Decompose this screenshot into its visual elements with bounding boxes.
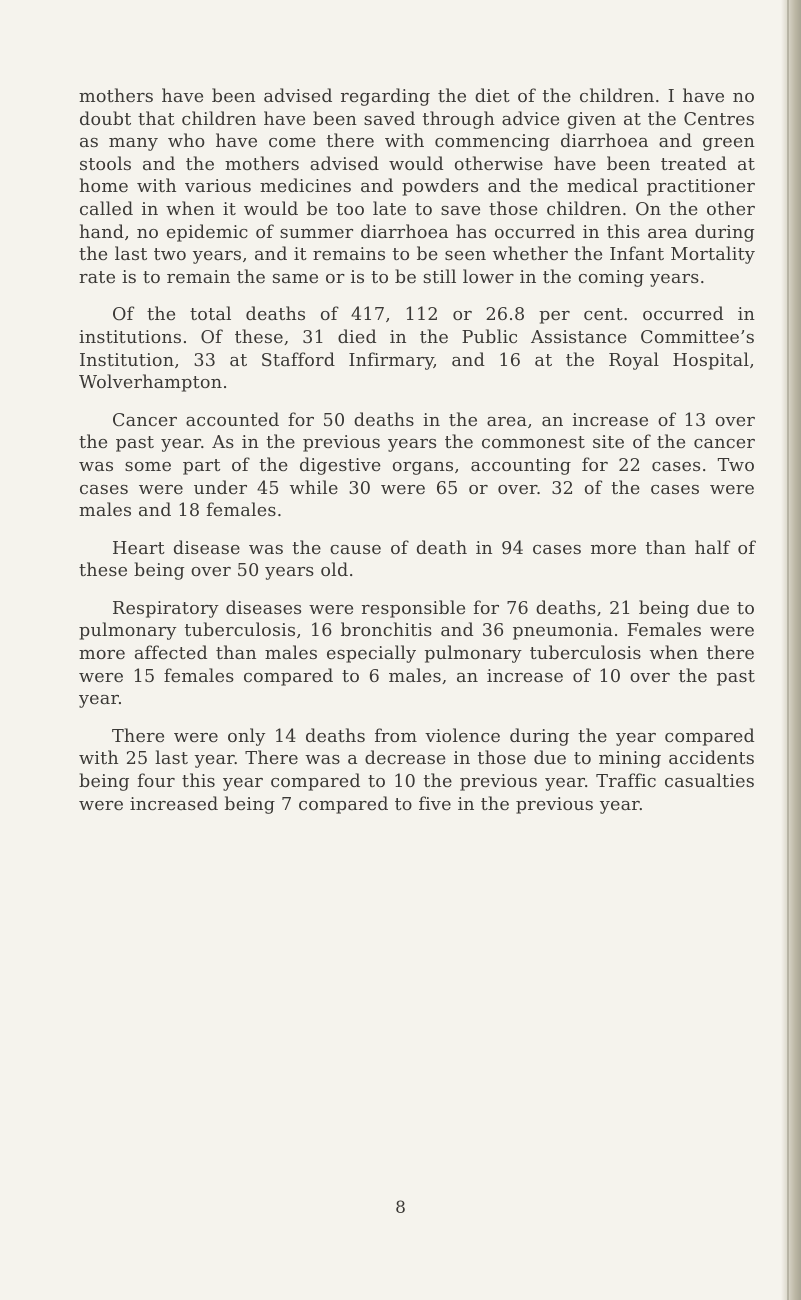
paragraph-violence: There were only 14 deaths from violence during the year compared with 25 last year. There was a decrease in those due to mining accidents being four this year compared to 10 the previous year. Traffic casualties were increased being 7 compared to five in the previous year. xyxy=(79,726,755,815)
paragraph-respiratory: Respiratory diseases were responsible for 76 deaths, 21 being due to pulmonary tuberculosis, 16 bronchitis and 36 pneumonia. Females were more affected than males especially pulmonary tuberculosis when there were 15 females compared to 6 males, an increase of 10 over the past year. xyxy=(79,598,755,710)
paragraph-cancer: Cancer accounted for 50 deaths in the area, an increase of 13 over the past year. As in the previous years the commonest site of the cancer was some part of the digestive organs, accounting for 22 cases. Two cases were under 45 while 30 were 65 or over. 32 of the cases were males and 18 females. xyxy=(79,410,755,522)
page-edge-line xyxy=(787,0,789,1300)
paragraph-infant-welfare: mothers have been advised regarding the diet of the children. I have no doubt that children have been saved through advice given at the Centres as many who have come there with commencing diarrhoea and green stools and the mothers advised would otherwise have been treated at home with various medicines and powders and the medical practitioner called in when it would be too late to save those children. On the other hand, no epidemic of summer diarrhoea has occurred in this area during the last two years, and it remains to be seen whether the Infant Mortality rate is to remain the same or is to be still lower in the coming years. xyxy=(79,87,755,288)
page-number: 8 xyxy=(395,1198,406,1218)
paragraph-heart-disease: Heart disease was the cause of death in 94 cases more than half of these being over 50 years old. xyxy=(79,538,755,582)
paragraph-institution-deaths: Of the total deaths of 417, 112 or 26.8 per cent. occurred in institutions. Of these, 31 died in the Public Assistance Committee’s Institution, 33 at Stafford Infirmary, and 16 at the Royal Hospital, Wolverhampton. xyxy=(79,305,755,394)
body-text xyxy=(79,86,755,831)
page-edge-shadow xyxy=(781,0,801,1300)
